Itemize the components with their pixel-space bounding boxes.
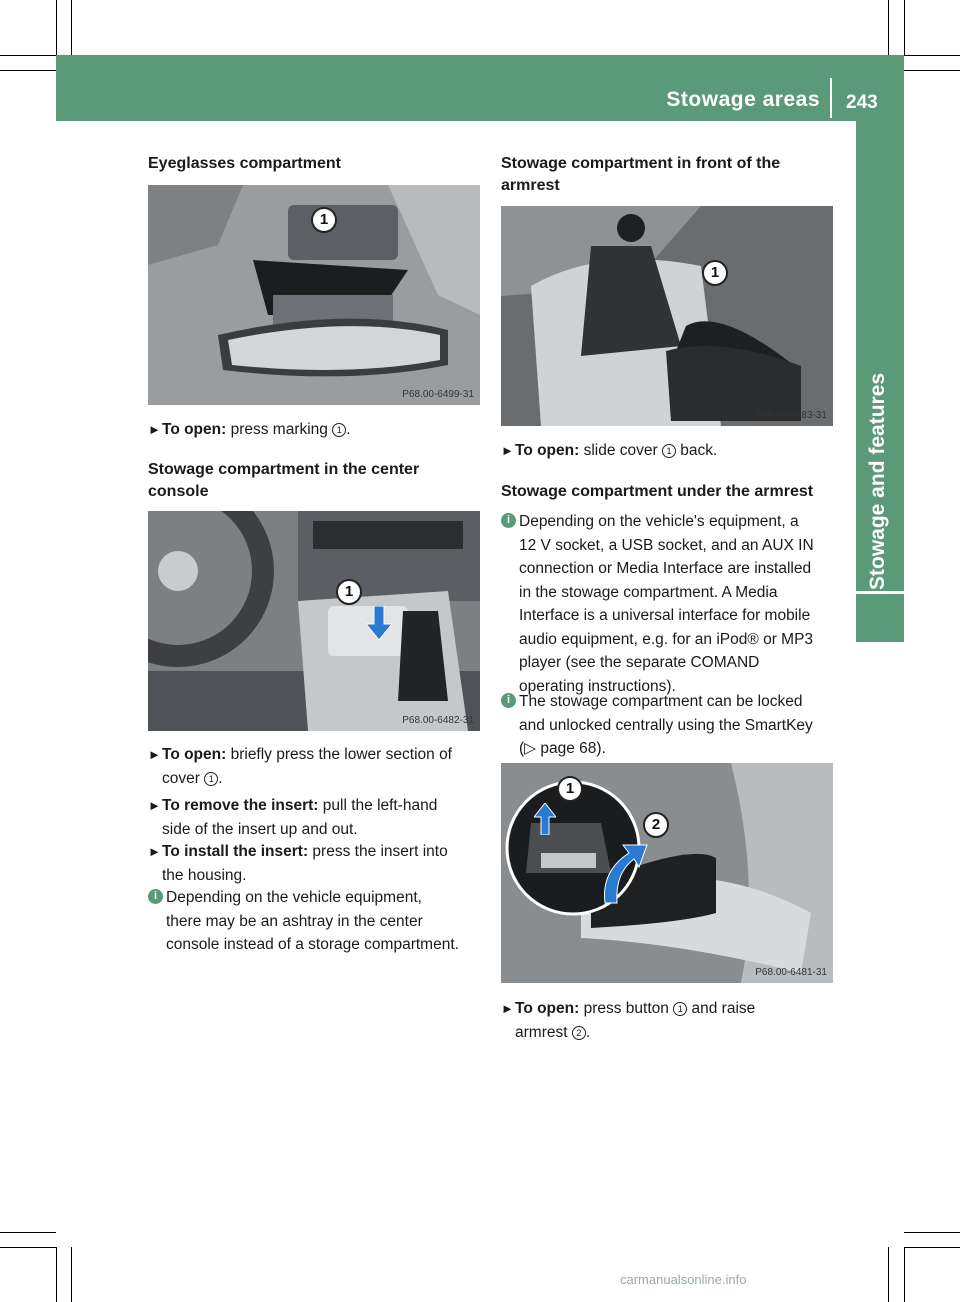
crop-mark	[888, 1247, 889, 1302]
step-arrow-icon: ►	[148, 422, 161, 437]
crop-mark	[904, 55, 960, 56]
note-smartkey	[501, 690, 836, 761]
step-text: To install the insert: press the insert into the housing.	[162, 843, 448, 884]
figure-eyeglasses	[148, 185, 480, 405]
info-icon: i	[148, 889, 163, 904]
heading-line: console	[148, 483, 209, 500]
step-arrow-icon: ►	[501, 443, 514, 458]
callout-1: 1	[557, 776, 583, 802]
note-text: Depending on the vehicle's equipment, a 12 V socket, a USB socket, and an AUX IN connection or Media Interface are installed in the stowage compartment. A Media Interface is a universal interface for mobile audio equipment, e.g. for an iPod® or MP3 player (see the separate COMAND operating instructions).	[519, 513, 814, 695]
figure-caption: P68.00-6482-31	[402, 715, 474, 726]
crop-mark	[0, 1232, 56, 1233]
figure-center-console	[148, 511, 480, 731]
step-arrow-icon: ►	[148, 844, 161, 859]
figure-under-armrest-drawing	[501, 763, 833, 983]
info-icon: i	[501, 693, 516, 708]
section-title: Stowage areas	[666, 88, 820, 111]
arrow-curved-icon	[599, 841, 649, 905]
watermark: carmanualsonline.info	[620, 1272, 747, 1287]
heading-front-armrest	[501, 153, 780, 197]
crop-mark	[56, 0, 57, 56]
callout-1: 1	[336, 579, 362, 605]
heading-eyeglasses: Eyeglasses compartment	[148, 155, 341, 172]
header-separator	[830, 78, 832, 118]
step-center-install-insert	[148, 840, 480, 887]
note-text: Depending on the vehicle equipment, there may be an ashtray in the center console instead of a storage compartment.	[166, 889, 459, 953]
figure-caption: P68.00-6481-31	[755, 967, 827, 978]
heading-line: armrest	[501, 177, 560, 194]
arrow-up-icon	[534, 803, 556, 835]
figure-caption: P68.00-6483-31	[755, 410, 827, 421]
step-under-open	[501, 997, 836, 1044]
note-equipment	[501, 510, 836, 698]
figure-front-armrest	[501, 206, 833, 426]
step-front-open	[501, 439, 836, 463]
crop-mark	[904, 0, 905, 56]
step-text: To open: press marking 1 .	[162, 421, 351, 438]
crop-mark	[56, 1247, 57, 1302]
step-center-open	[148, 743, 480, 790]
callout-1: 1	[311, 207, 337, 233]
page-number: 243	[846, 92, 878, 113]
crop-mark	[888, 0, 889, 56]
crop-mark	[0, 55, 56, 56]
crop-mark	[0, 1247, 56, 1248]
crop-mark	[71, 1247, 72, 1302]
arrow-down-icon	[366, 606, 392, 642]
figure-under-armrest	[501, 763, 833, 983]
side-tab-marker	[856, 594, 904, 642]
callout-2: 2	[643, 812, 669, 838]
crop-mark	[904, 70, 960, 71]
step-text: To open: press button 1 and raise armrest 2 .	[515, 1000, 756, 1041]
step-center-remove-insert	[148, 794, 480, 841]
crop-mark	[0, 70, 56, 71]
figure-front-armrest-drawing	[501, 206, 833, 426]
crop-mark	[904, 1247, 905, 1302]
side-tab-label: Stowage and features	[866, 372, 889, 590]
heading-under-armrest: Stowage compartment under the armrest	[501, 483, 814, 500]
step-text: To remove the insert: pull the left-hand side of the insert up and out.	[162, 797, 438, 838]
step-text: To open: slide cover 1 back.	[515, 442, 718, 459]
crop-mark	[904, 1247, 960, 1248]
step-eyeglasses-open	[148, 418, 480, 442]
callout-1: 1	[702, 260, 728, 286]
step-arrow-icon: ►	[501, 1001, 514, 1016]
crop-mark	[904, 1232, 960, 1233]
step-text: To open: briefly press the lower section of cover 1 .	[162, 746, 452, 787]
figure-caption: P68.00-6499-31	[402, 389, 474, 400]
step-arrow-icon: ►	[148, 747, 161, 762]
heading-line: Stowage compartment in the center	[148, 461, 420, 478]
note-ashtray	[148, 886, 480, 957]
crop-mark	[71, 0, 72, 56]
note-text: The stowage compartment can be locked and unlocked centrally using the SmartKey (▷ page 68).	[519, 693, 813, 757]
figure-center-console-drawing	[148, 511, 480, 731]
info-icon: i	[501, 513, 516, 528]
heading-line: Stowage compartment in front of the	[501, 155, 781, 172]
heading-center-console	[148, 459, 419, 503]
step-arrow-icon: ►	[148, 798, 161, 813]
